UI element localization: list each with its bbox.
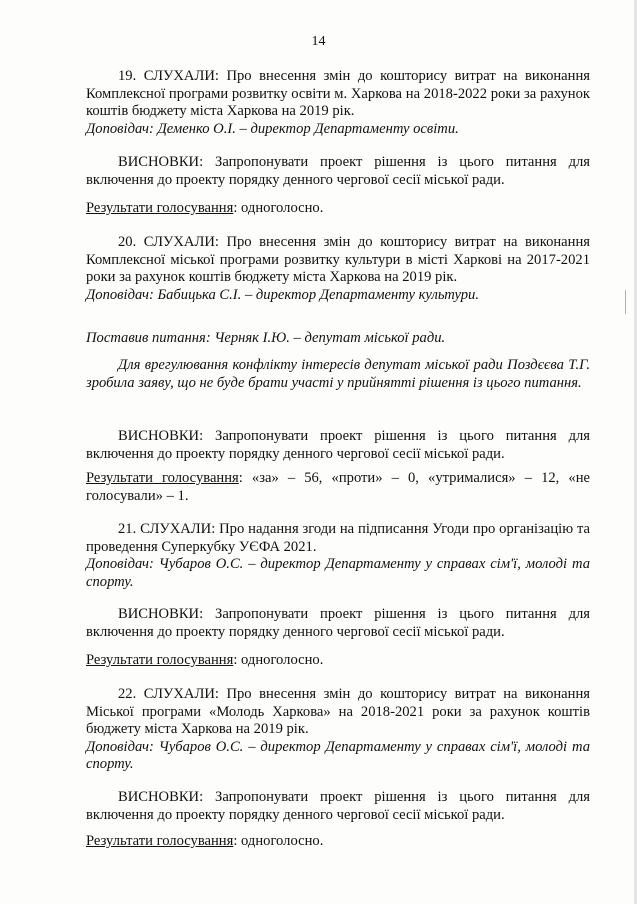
vote-label: Результати голосування	[86, 833, 234, 849]
conclusion-text: ВИСНОВКИ: Запропонувати проект рішення із цього питання для включення до проекту порядку денного чергової сесії міської ради.	[86, 154, 590, 188]
vote-label: Результати голосування	[86, 200, 234, 216]
speaker-text: Доповідач: Деменко О.І. – директор Департаменту освіти.	[86, 120, 459, 137]
vote-19	[86, 200, 590, 218]
note-text: Для врегулювання конфлікту інтересів депутат міської ради Поздєєва Т.Г. зробила заяву, що не буде брати участі у прийнятті рішення із цього питання.	[86, 357, 590, 391]
conclusion-text: ВИСНОВКИ: Запропонувати проект рішення із цього питання для включення до проекту порядку денного чергової сесії міської ради.	[86, 789, 590, 823]
agenda-item-21	[86, 521, 590, 591]
heard-text: 22. СЛУХАЛИ: Про внесення змін до кошторису витрат на виконання Міської програми «Молодь Харкова» на 2018-2021 роки за рахунок коштів бюджету міста Харкова на 2019 рік.	[86, 686, 590, 737]
conflict-note-20	[86, 357, 590, 392]
conclusion-21	[86, 606, 590, 641]
vote-label: Результати голосування	[86, 652, 234, 668]
conclusion-text: ВИСНОВКИ: Запропонувати проект рішення із цього питання для включення до проекту порядку денного чергової сесії міської ради.	[86, 428, 590, 462]
vote-21	[86, 652, 590, 670]
raised-text: Поставив питання: Черняк І.Ю. – депутат міської ради.	[86, 330, 446, 346]
heard-text: 20. СЛУХАЛИ: Про внесення змін до кошторису витрат на виконання Комплексної міської програми розвитку культури в місті Харкові на 2017-2021 роки за рахунок коштів бюджету міста Харкова на 2019 рік.	[86, 234, 590, 285]
vote-22	[86, 833, 590, 851]
agenda-item-22	[86, 686, 590, 774]
vote-20	[86, 470, 590, 505]
vote-result: : одноголосно.	[233, 833, 324, 849]
conclusion-19	[86, 154, 590, 189]
heard-text: 19. СЛУХАЛИ: Про внесення змін до кошторису витрат на виконання Комплексної програми розвитку освіти м. Харкова на 2018-2022 роки за рахунок коштів бюджету міста Харкова на 2019 рік.	[86, 68, 590, 119]
agenda-item-20	[86, 234, 590, 304]
speaker-text: Доповідач: Бабицька С.І. – директор Департаменту культури.	[86, 286, 479, 303]
page-number: 14	[311, 34, 326, 49]
speaker-text: Доповідач: Чубаров О.С. – директор Департаменту у справах сім'ї, молоді та спорту.	[86, 738, 590, 772]
vote-result: : одноголосно.	[233, 652, 324, 668]
vote-label: Результати голосування	[86, 470, 239, 486]
scan-mark	[625, 290, 626, 314]
vote-result: : одноголосно.	[233, 200, 324, 216]
conclusion-20	[86, 428, 590, 463]
conclusion-22	[86, 789, 590, 824]
vote-result: : «за» – 56, «проти» – 0, «утрималися» – 12, «не голосували» – 1.	[86, 470, 590, 504]
conclusion-text: ВИСНОВКИ: Запропонувати проект рішення із цього питання для включення до проекту порядку денного чергової сесії міської ради.	[86, 606, 590, 640]
agenda-item-19	[86, 68, 590, 138]
heard-text: 21. СЛУХАЛИ: Про надання згоди на підписання Угоди про організацію та проведення Суперкубку УЄФА 2021.	[86, 521, 590, 555]
raised-question-20	[86, 330, 590, 348]
speaker-text: Доповідач: Чубаров О.С. – директор Департаменту у справах сім'ї, молоді та спорту.	[86, 556, 590, 590]
